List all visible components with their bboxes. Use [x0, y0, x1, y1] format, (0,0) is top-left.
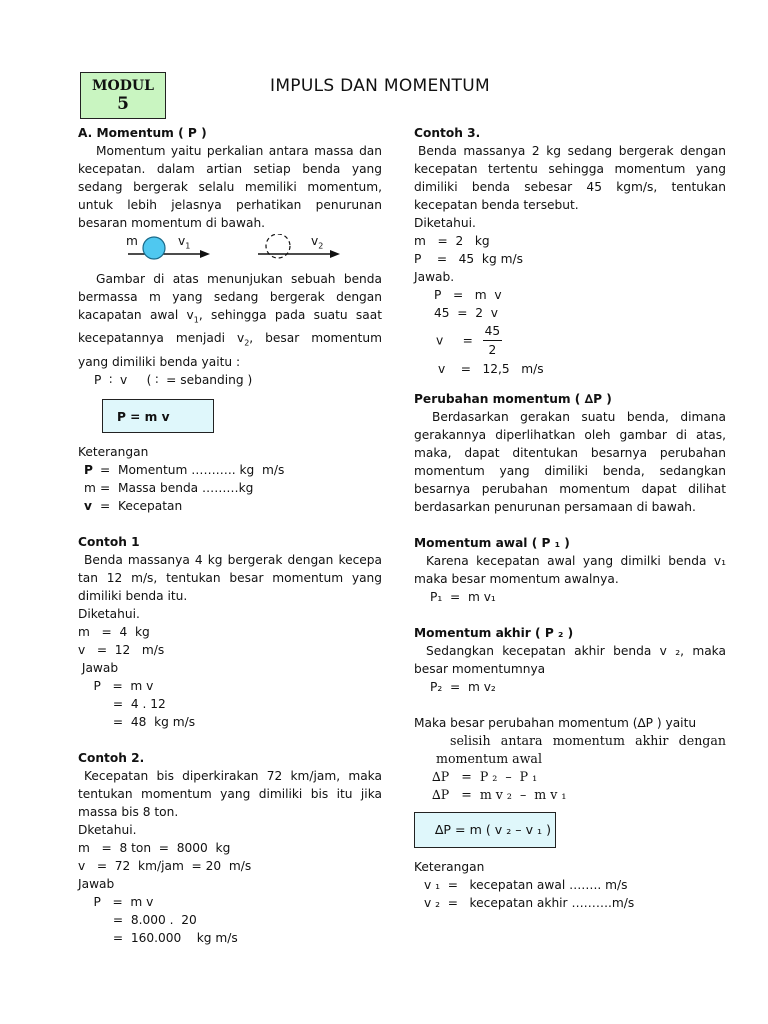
contoh1-line: Jawab	[78, 660, 119, 675]
perubahan-intro: Maka besar perubahan momentum (∆P ) yaitu	[414, 716, 697, 730]
contoh2-text: Kecepatan bis diperkirakan 72 km/jam, maka tentukan momentum yang dimiliki bis itu jika massa bis 8 ton.	[78, 768, 382, 819]
contoh1-line: = 48 kg m/s	[78, 714, 196, 729]
contoh3-result: v = 12,5 m/s	[438, 362, 544, 376]
delta-p-eq1: ∆P = P ₂ – P ₁	[432, 769, 538, 784]
contoh2-line: Jawab	[78, 876, 115, 891]
contoh2-title: Contoh 2.	[78, 750, 145, 765]
contoh2-line: = 8.000 . 20	[78, 912, 197, 927]
motion-diagram	[78, 234, 382, 266]
contoh2-line: = 160.000 kg m/s	[78, 930, 238, 945]
contoh2-line: Dketahui.	[78, 822, 137, 837]
perubahan-text: Berdasarkan gerakan suatu benda, dimana gerakannya diperlihatkan oleh gambar di atas, maka, dapat ditentukan besarnya perubahan momentum yang dimiliki benda, sedangkan besarnya perubahan momentum dapat dilihat berdasarkan penurunan persamaan di bawah.	[414, 410, 726, 514]
section-heading-momentum: A. Momentum ( P )	[78, 126, 207, 140]
contoh2-line: P = m v	[78, 894, 154, 909]
contoh3-text: Benda massanya 2 kg sedang bergerak dengan kecepatan tertentu sehingga momentum yang dimiliki benda sebesar 45 kgm/s, tentukan kecepatan benda tersebut.	[414, 144, 726, 212]
keterangan-item: P = Momentum ……….. kg m/s	[84, 462, 285, 477]
momentum-akhir-text: Sedangkan kecepatan akhir benda v ₂, maka besar momentumnya	[414, 644, 726, 676]
contoh1-text: Benda massanya 4 kg bergerak dengan kecepa tan 12 m/s, tentukan besar momentum yang dimiliki benda itu.	[78, 552, 382, 603]
contoh1-line: P = m v	[78, 678, 154, 693]
contoh1-line: = 4 . 12	[78, 696, 166, 711]
modul-number: 5	[117, 94, 129, 114]
perubahan-definition: selisih antara momentum akhir dengan momentum awal	[436, 733, 726, 766]
contoh2-line: v = 72 km/jam = 20 m/s	[78, 858, 252, 873]
proportional-relation: P ∶ v ( ∶ = sebanding )	[94, 372, 253, 387]
keterangan-item: v ₂ = kecepatan akhir ……….m/s	[424, 896, 635, 910]
contoh1-line: v = 12 m/s	[78, 642, 165, 657]
momentum-awal-title: Momentum awal ( P ₁ )	[414, 536, 570, 550]
contoh1-title: Contoh 1	[78, 534, 140, 549]
contoh3-line: Diketahui.	[414, 216, 476, 230]
contoh3-line: Jawab.	[414, 270, 455, 284]
label-m: m	[126, 234, 138, 248]
contoh3-fraction-line: v = $\frac{45}{2}$	[436, 324, 501, 357]
contoh2-line: m = 8 ton = 8000 kg	[78, 840, 231, 855]
contoh3-line: m = 2 kg	[414, 234, 490, 248]
modul-badge	[80, 72, 166, 119]
ball-initial	[143, 237, 165, 259]
keterangan-item: m = Massa benda ………kg	[84, 480, 254, 495]
momentum-awal-text: Karena kecepatan awal yang dimilki benda v₁ maka besar momentum awalnya.	[414, 554, 726, 586]
keterangan-item: v ₁ = kecepatan awal …….. m/s	[424, 878, 628, 892]
fraction: $\frac{45}{2}$	[484, 324, 501, 357]
contoh3-title: Contoh 3.	[414, 126, 481, 140]
formula-box-momentum: P = m v	[102, 399, 214, 433]
contoh3-calc: 45 = 2 v	[434, 306, 498, 320]
contoh3-calc: P = m v	[434, 288, 502, 302]
contoh1-line: Diketahui.	[78, 606, 140, 621]
left-column	[78, 124, 382, 947]
page-title: IMPULS DAN MOMENTUM	[270, 76, 490, 96]
contoh3-line: P = 45 kg m/s	[414, 252, 523, 266]
keterangan-title-right: Keterangan	[414, 860, 485, 874]
momentum-akhir-formula: P₂ = m v₂	[430, 680, 496, 694]
right-column	[414, 124, 726, 912]
modul-label: MODUL	[92, 78, 154, 94]
label-v2: $v_2$	[311, 234, 324, 251]
momentum-intro: Momentum yaitu perkalian antara massa dan kecepatan. dalam artian setiap benda yang sedang bergerak selalu memiliki momentum, untuk lebih jelasnya perhatikan penurunan besaran momentum di bawah.	[78, 144, 382, 230]
motion-description: Gambar di atas menunjukan sebuah benda bermassa m yang sedang bergerak dengan kacapatan awal $v_1$, sehingga pada suatu saat kecepatannya menjadi $v_2$, besar momentum yang dimiliki benda yaitu :	[78, 272, 383, 369]
perubahan-title: Perubahan momentum ( ∆P )	[414, 392, 612, 406]
delta-p-eq2: ∆P = m v ₂ – m v ₁	[432, 787, 567, 802]
keterangan-item: v = Kecepatan	[84, 498, 183, 513]
keterangan-title: Keterangan	[78, 444, 149, 459]
formula-box-delta-p: ∆P = m ( v ₂ – v ₁ )	[414, 812, 556, 848]
contoh1-line: m = 4 kg	[78, 624, 150, 639]
momentum-akhir-title: Momentum akhir ( P ₂ )	[414, 626, 574, 640]
momentum-awal-formula: P₁ = m v₁	[430, 590, 496, 604]
keterangan-list	[78, 461, 382, 515]
label-v1: $v_1$	[178, 234, 191, 251]
